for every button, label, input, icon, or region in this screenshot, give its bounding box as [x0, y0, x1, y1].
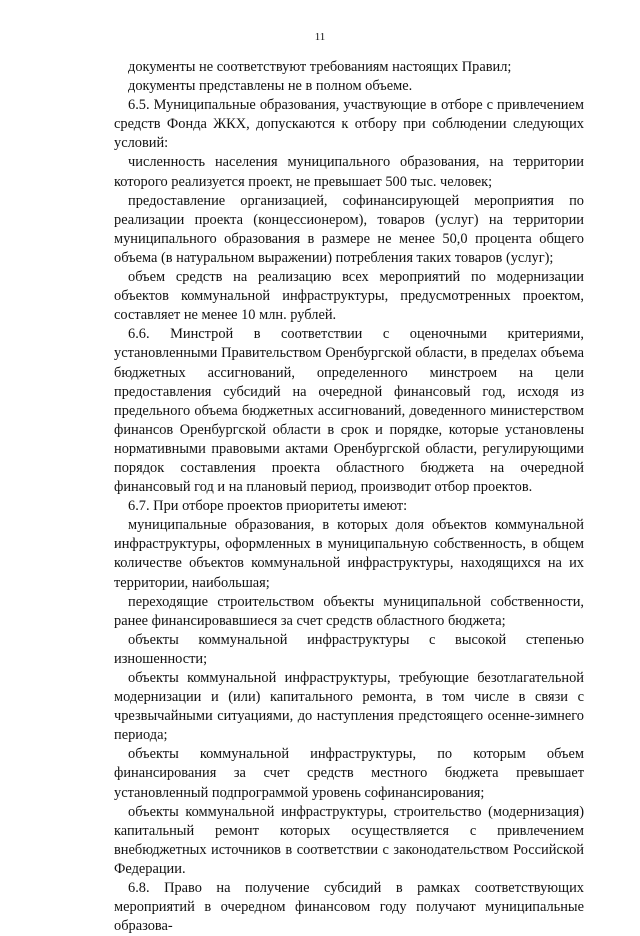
paragraph: документы не соответствуют требованиям настоящих Правил;	[128, 59, 512, 75]
paragraph: объекты коммунальной инфраструктуры с высокой степенью изношенности;	[114, 631, 584, 667]
paragraph: 6.8. Право на получение субсидий в рамках соответствующих мероприятий в очередном финансовом году получают муниципальные образова-	[114, 880, 584, 935]
paragraph: объекты коммунальной инфраструктуры, строительство (модернизация) капитальный ремонт которых осуществляется с привлечением внебюджетных источников в соответствии с законодательством Российской Федерации.	[114, 803, 584, 877]
paragraph: объекты коммунальной инфраструктуры, требующие безотлагательной модернизации и (или) капитального ремонта, в том числе в связи с чрезвычайными ситуациями, до наступления предстоящего осенне-зимнего периода;	[114, 670, 584, 744]
paragraph: переходящие строительством объекты муниципальной собственности, ранее финансировавшиеся за счет средств областного бюджета;	[114, 593, 584, 629]
paragraph: численность населения муниципального образования, на территории которого реализуется проект, не превышает 500 тыс. человек;	[114, 154, 584, 190]
paragraph: объем средств на реализацию всех мероприятий по модернизации объектов коммунальной инфраструктуры, предусмотренных проектом, составляет не менее 10 млн. рублей.	[114, 269, 584, 324]
paragraph: документы представлены не в полном объеме.	[128, 78, 413, 95]
paragraph: предоставление организацией, софинансирующей мероприятия по реализации проекта (концессионером), товаров (услуг) на территории муниципального образования в размере не менее 50,0 процента общего объема (в натуральном выражении) потребления таких товаров (услуг);	[114, 192, 584, 266]
paragraph: 6.6. Минстрой в соответствии с оценочными критериями, установленными Правительством Оренбургской области, в пределах объема бюджетных ассигнований, определенного минстроем на цели предоставления субсидий на очередной финансовый год, исходя из предельного объема бюджетных ассигнований, доведенного министерством финансов Оренбургской области в срок и порядке, которые установлены нормативными правовыми актами Оренбургской области, регулирующими порядок составления проекта областного бюджета на очередной финансовый год и на плановый период, производит отбор проектов.	[114, 326, 584, 496]
paragraph: 6.7. При отборе проектов приоритеты имеют:	[128, 498, 408, 515]
paragraph: объекты коммунальной инфраструктуры, по которым объем финансирования за счет средств местного бюджета превышает установленный подпрограммой уровень софинансирования;	[114, 746, 584, 801]
paragraph: 6.5. Муниципальные образования, участвующие в отборе с привлечением средств Фонда ЖКХ, допускаются к отбору при соблюдении следующих условий:	[114, 97, 584, 152]
page-number: 11	[314, 31, 326, 43]
document-body	[114, 58, 584, 936]
paragraph: муниципальные образования, в которых доля объектов коммунальной инфраструктуры, оформленных в муниципальную собственность, в общем количестве объектов коммунальной инфраструктуры, находящихся на их территории, наибольшая;	[114, 517, 584, 591]
